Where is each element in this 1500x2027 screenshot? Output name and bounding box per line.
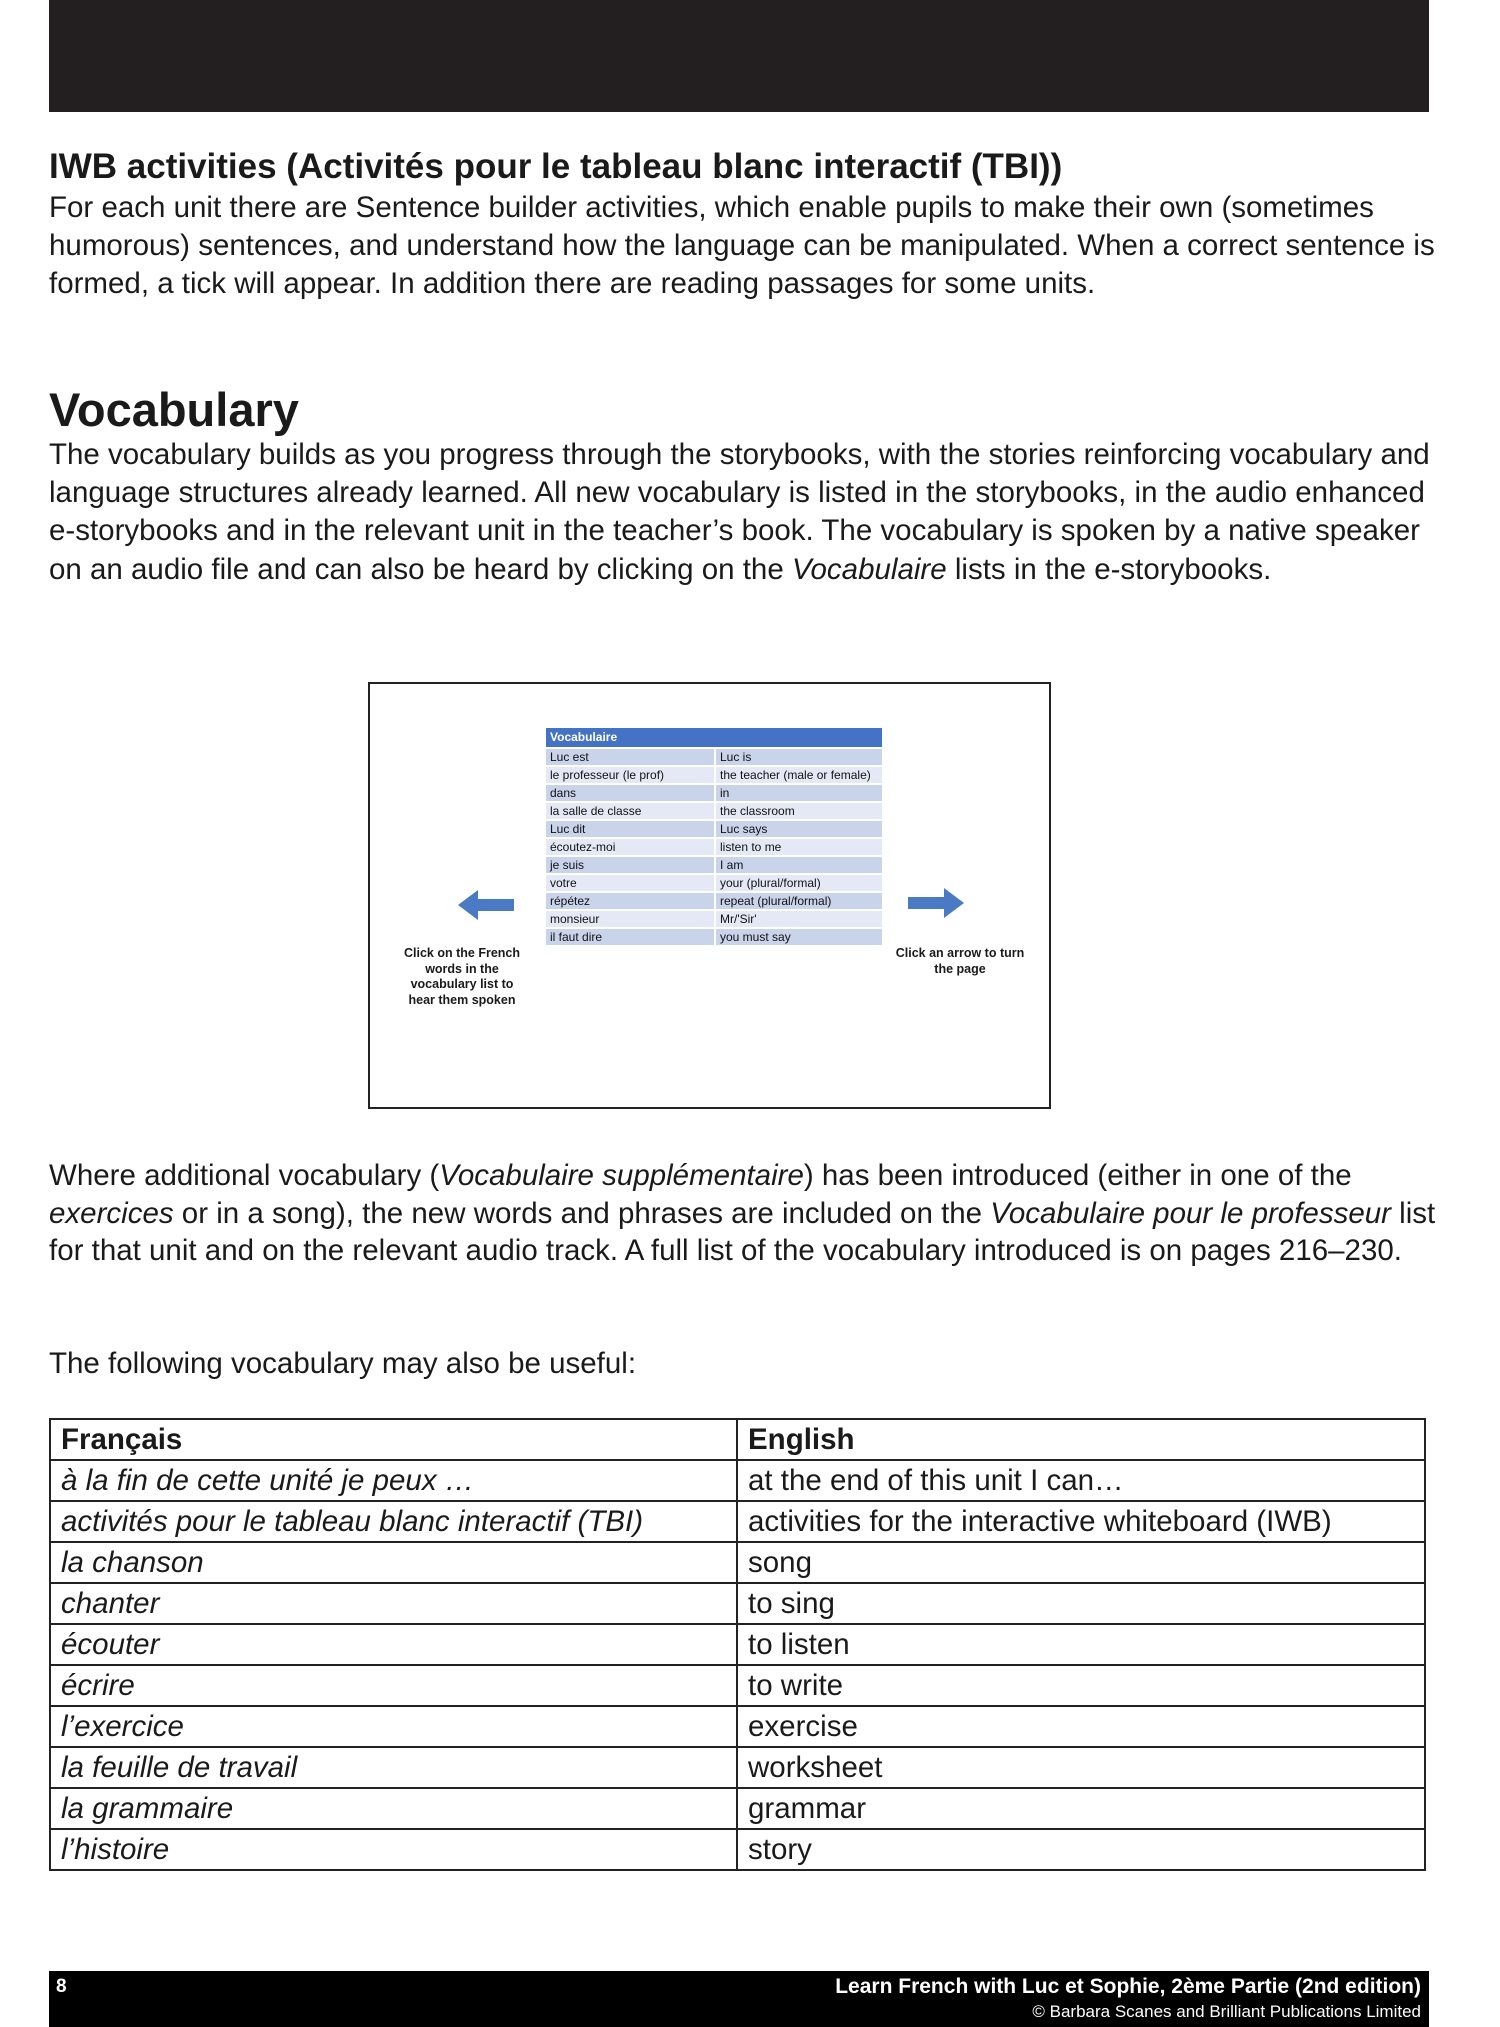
english-term: worksheet <box>737 1747 1425 1788</box>
table-row <box>50 1788 1425 1829</box>
french-term: la grammaire <box>50 1788 737 1829</box>
extra-text-2: ) has been introduced (either in one of the <box>803 1159 1352 1192</box>
extra-em-2: exercices <box>49 1196 174 1230</box>
iwb-paragraph: For each unit there are Sentence builder activities, which enable pupils to make their own (sometimes humorous) sentences, and understand how the language can be manipulated. When a correct sentence is formed, a tick will appear. In addition there are reading passages for some units. <box>49 191 1435 300</box>
useful-vocabulary-intro: The following vocabulary may also be useful: <box>49 1347 637 1380</box>
footer-title: Learn French with Luc et Sophie, 2ème Partie (2nd edition) <box>835 1975 1421 1998</box>
page-number: 8 <box>56 1976 67 1997</box>
vocabulary-text-b: lists in the e-storybooks. <box>946 552 1272 586</box>
french-term: la feuille de travail <box>50 1747 737 1788</box>
vocabulaire-row <box>546 893 882 909</box>
vocabulaire-row <box>546 749 882 765</box>
vocabulaire-row <box>546 785 882 801</box>
french-term: écrire <box>50 1665 737 1706</box>
vocabulaire-french-word[interactable]: il faut dire <box>546 929 714 945</box>
vocabulaire-row <box>546 839 882 855</box>
vocabulaire-french-word[interactable]: la salle de classe <box>546 803 714 819</box>
table-row <box>50 1665 1425 1706</box>
footer-copyright: © Barbara Scanes and Brilliant Publications Limited <box>1032 2002 1421 2021</box>
vocabulaire-french-word[interactable]: Luc dit <box>546 821 714 837</box>
table-row <box>50 1501 1425 1542</box>
vocabulaire-list-title: Vocabulaire <box>546 728 882 747</box>
arrow-left-shape <box>458 890 514 920</box>
french-term: écouter <box>50 1624 737 1665</box>
english-term: at the end of this unit I can… <box>737 1460 1425 1501</box>
arrow-right-shape <box>908 888 964 918</box>
right-caption: Click an arrow to turn the page <box>895 946 1025 976</box>
vocabulaire-row <box>546 875 882 891</box>
table-row <box>50 1583 1425 1624</box>
french-term: la chanson <box>50 1542 737 1583</box>
vocabulaire-row <box>546 803 882 819</box>
vocabulaire-row <box>546 911 882 927</box>
vocabulaire-french-word[interactable]: répétez <box>546 893 714 909</box>
extra-text-3: or in a song), the new words and phrases are included on the <box>173 1196 991 1230</box>
vocabulaire-english-word: your (plural/formal) <box>716 875 882 891</box>
table-row <box>50 1624 1425 1665</box>
vocabulaire-french-word[interactable]: Luc est <box>546 749 714 765</box>
arrow-right-icon[interactable] <box>904 888 964 918</box>
left-caption: Click on the French words in the vocabulary list to hear them spoken <box>404 946 520 1007</box>
vocabulary-heading: Vocabulary <box>49 383 299 436</box>
french-term: à la fin de cette unité je peux … <box>50 1460 737 1501</box>
table-row <box>50 1460 1425 1501</box>
vocabulary-text-a: The vocabulary builds as you progress through the storybooks, with the stories reinforcing vocabulary and language structures already learned. All new vocabulary is listed in the storybooks, in the audio enhanced e-storybooks and in the relevant unit in the teacher’s book. The vocabulary is spoken by a native speaker on an audio file and can also be heard by clicking on the <box>49 438 1430 586</box>
vocabulaire-row <box>546 767 882 783</box>
extra-em-3: Vocabulaire pour le professeur <box>990 1196 1391 1230</box>
english-term: exercise <box>737 1706 1425 1747</box>
vocabulaire-french-word[interactable]: le professeur (le prof) <box>546 767 714 783</box>
vocabulaire-english-word: in <box>716 785 882 801</box>
extra-text-4: list for that unit and on the relevant audio track. A full list of the vocabulary introduced is on pages 216–230. <box>49 1196 1436 1267</box>
vocabulaire-english-word: Luc says <box>716 821 882 837</box>
french-term: activités pour le tableau blanc interactif (TBI) <box>50 1501 737 1542</box>
e-storybook-screenshot <box>368 682 1051 1109</box>
english-term: to write <box>737 1665 1425 1706</box>
header-english: English <box>737 1419 1425 1460</box>
additional-vocabulary-paragraph <box>49 1157 1439 1270</box>
vocabulaire-english-word: Luc is <box>716 749 882 765</box>
english-term: song <box>737 1542 1425 1583</box>
vocabulaire-french-word[interactable]: dans <box>546 785 714 801</box>
extra-text-1: Where additional vocabulary ( <box>49 1159 440 1192</box>
table-row <box>50 1829 1425 1870</box>
table-row <box>50 1706 1425 1747</box>
header-francais: Français <box>50 1419 737 1460</box>
vocabulary-table-header <box>50 1419 1425 1460</box>
french-term: l’histoire <box>50 1829 737 1870</box>
arrow-left-icon[interactable] <box>458 890 518 920</box>
table-row <box>50 1542 1425 1583</box>
vocabulaire-english-word: listen to me <box>716 839 882 855</box>
vocabulaire-english-word: Mr/'Sir' <box>716 911 882 927</box>
vocabulaire-english-word: the classroom <box>716 803 882 819</box>
vocabulaire-english-word: you must say <box>716 929 882 945</box>
table-row <box>50 1747 1425 1788</box>
vocabulaire-row <box>546 821 882 837</box>
vocabulaire-english-word: I am <box>716 857 882 873</box>
extra-em-1: Vocabulaire supplémentaire <box>439 1159 804 1192</box>
iwb-heading: IWB activities (Activités pour le tableau blanc interactif (TBI)) <box>49 147 1063 186</box>
vocabulaire-french-word[interactable]: votre <box>546 875 714 891</box>
vocabulaire-english-word: repeat (plural/formal) <box>716 893 882 909</box>
english-term: activities for the interactive whiteboard (IWB) <box>737 1501 1425 1542</box>
vocabulaire-french-word[interactable]: écoutez-moi <box>546 839 714 855</box>
english-term: story <box>737 1829 1425 1870</box>
vocabulaire-list <box>546 728 882 945</box>
vocabulaire-french-word[interactable]: je suis <box>546 857 714 873</box>
vocabulaire-row <box>546 929 882 945</box>
vocabulaire-row <box>546 857 882 873</box>
header-bar <box>49 0 1429 112</box>
english-term: to listen <box>737 1624 1425 1665</box>
vocabulaire-english-word: the teacher (male or female) <box>716 767 882 783</box>
english-term: grammar <box>737 1788 1425 1829</box>
vocabulary-table <box>49 1418 1426 1871</box>
english-term: to sing <box>737 1583 1425 1624</box>
vocabulaire-term: Vocabulaire <box>791 552 947 586</box>
footer-bar <box>49 1971 1429 2027</box>
french-term: l’exercice <box>50 1706 737 1747</box>
vocabulary-paragraph <box>49 436 1449 589</box>
vocabulaire-french-word[interactable]: monsieur <box>546 911 714 927</box>
french-term: chanter <box>50 1583 737 1624</box>
